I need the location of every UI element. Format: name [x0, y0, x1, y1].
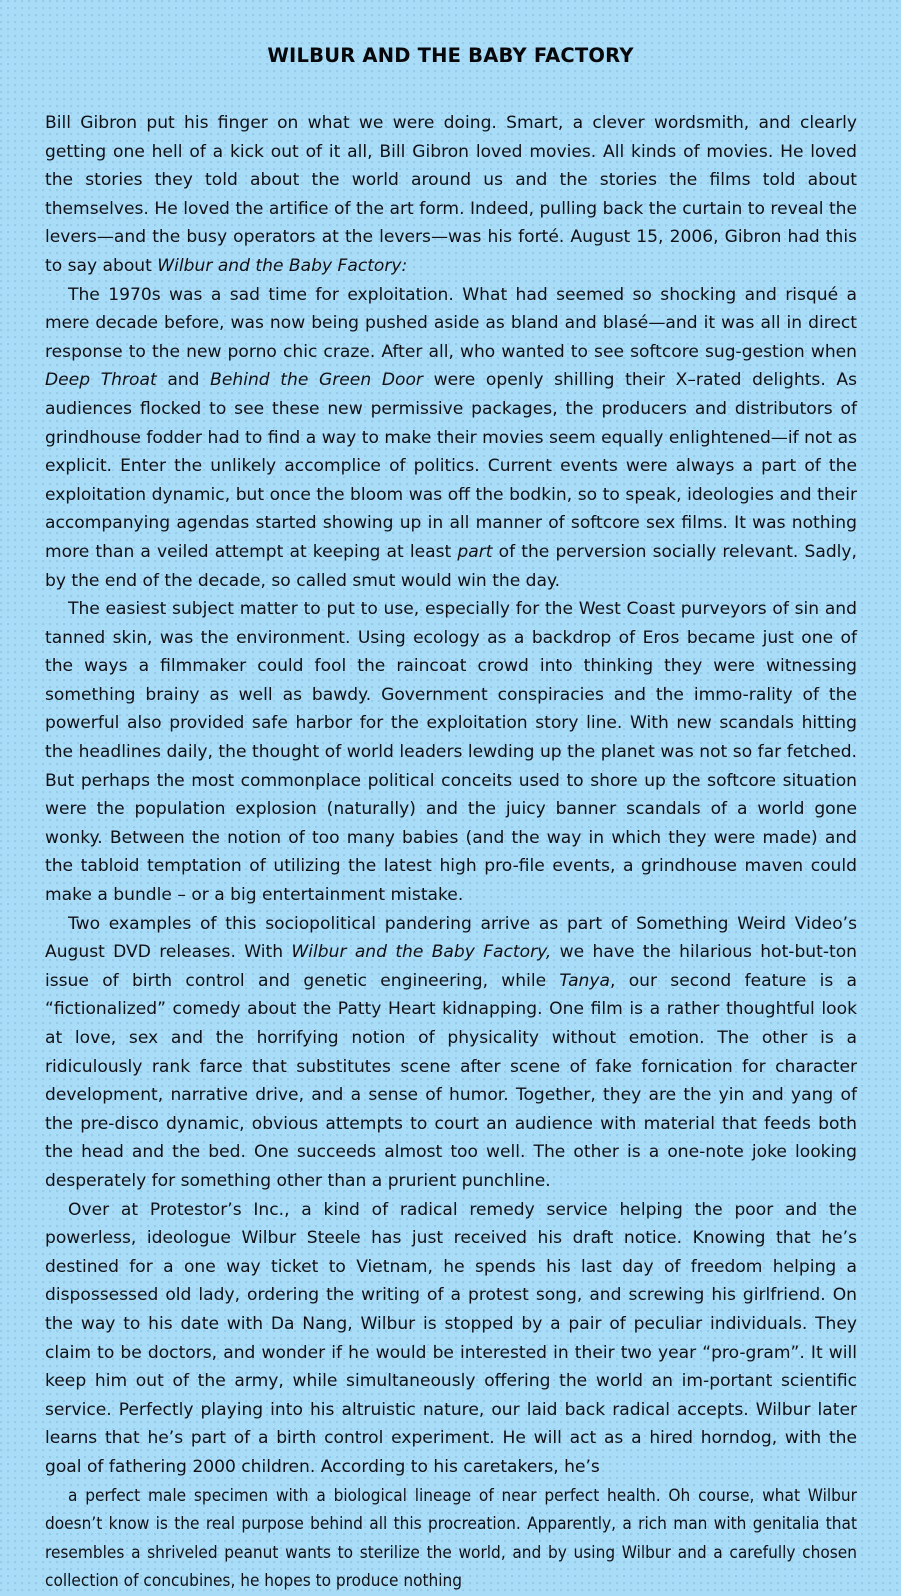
paragraph-protestors: [45, 1196, 857, 1482]
text-run: The easiest subject matter to put to use, especially for the West Coast purveyors of sin and tanned skin, was the environment. Using ecology as a backdrop of Eros became just one of the ways a filmmaker could fool the raincoat crowd into thinking they were witnessing something brainy as well as bawdy. Government conspiracies and the immo-rality of the powerful also provided safe harbor for the exploitation story line. With new scandals hitting the headlines daily, the thought of world leaders lewding up the planet was not so far fetched. But perhaps the most commonplace political conceits used to shore up the softcore situation were the population explosion (naturally) and the juicy banner scandals of a world gone wonky. Between the notion of too many babies (and the way in which they were made) and the tabloid temptation of utilizing the latest high pro-file events, a grindhouse maven could make a bundle – or a big entertainment mistake.: [45, 599, 857, 906]
italic-run: Deep Throat: [45, 370, 157, 391]
text-run: , our second feature is a “fictionalized” comedy about the Patty Heart kidnapping. One film is a rather thoughtful look at love, sex and the horrifying notion of physicality without emotion. The other is a ridiculously rank farce that substitutes scene after scene of fake fornication for character development, narrative drive, and a sense of humor. Together, they are the yin and yang of the pre-disco dynamic, obvious attempts to court an audience with material that feeds both the head and the bed. One succeeds almost too well. The other is a one-note joke looking desperately for something other than a prurient punchline.: [45, 970, 857, 1191]
text-run: were openly shilling their X–rated delights. As audiences flocked to see these new permissive packages, the producers and distributors of grindhouse fodder had to find a way to make their movies seem equally enlightened—if not as explicit. Enter the unlikely accomplice of politics. Current events were always a part of the exploitation dynamic, but once the bloom was off the bodkin, so to speak, ideologies and their accompanying agendas started showing up in all manner of softcore sex films. It was nothing more than a veiled attempt at keeping at least: [45, 370, 858, 562]
body-text-column: [0, 109, 901, 1596]
text-run: Over at Protestor’s Inc., a kind of radical remedy service helping the poor and the powerless, ideologue Wilbur Steele has just received his draft notice. Knowing that he’s destined for a one way ticket to Vietnam, he spends his last day of freedom helping a dispossessed old lady, ordering the writing of a protest song, and screwing his girlfriend. On the way to his date with Da Nang, Wilbur is stopped by a pair of peculiar individuals. They claim to be doctors, and wonder if he would be interested in their two year “pro-gram”. It will keep him out of the army, while simultaneously offering the world an im-portant scientific service. Perfectly playing into his altruistic nature, our laid back radical accepts. Wilbur later learns that he’s part of a birth control experiment. He will act as a hired horndog, with the goal of fathering 2000 children. According to his caretakers, he’s: [45, 1199, 857, 1477]
page-title: WILBUR AND THE BABY FACTORY: [267, 44, 634, 67]
text-run: of the perversion socially relevant. Sadly, by the end of the decade, so called smut would win the day.: [45, 541, 857, 591]
paragraph-intro: [45, 109, 857, 281]
text-run: Two examples of this sociopolitical pandering arrive as part of Something Weird Video’s August DVD releases. With: [45, 913, 857, 963]
text-run: and: [156, 370, 211, 391]
text-run: a perfect male specimen with a biological lineage of near perfect health. Oh course, what Wilbur doesn’t know is the real purpose behind all this procreation. Apparently, a rich man with genitalia that resembles a shriveled peanut wants to sterilize the world, and by using Wilbur and a carefully chosen collection of concubines, he hopes to produce nothing: [45, 1485, 857, 1592]
italic-run: part: [457, 541, 493, 562]
text-run: The 1970s was a sad time for exploitation. What had seemed so shocking and risqué a mere decade before, was now being pushed aside as bland and blasé—and it was all in direct response to the new porno chic craze. After all, who wanted to see softcore sug-gestion when: [45, 284, 857, 362]
paragraph-tail: [45, 1482, 857, 1596]
italic-run: Wilbur and the Baby Factory,: [291, 942, 552, 963]
text-run: Bill Gibron put his finger on what we were doing. Smart, a clever wordsmith, and clearly getting one hell of a kick out of it all, Bill Gibron loved movies. All kinds of movies. He loved the stories they told about the world around us and the stories the films told about themselves. He loved the artifice of the art form. Indeed, pulling back the curtain to reveal the levers—and the busy operators at the levers—was his forté. August 15, 2006, Gibron had this to say about: [45, 113, 857, 276]
paragraph-two-examples: [45, 910, 857, 1196]
paragraph-1970s: [45, 281, 857, 596]
italic-run: Tanya: [559, 970, 610, 991]
paragraph-easiest-subject: [45, 595, 857, 910]
italic-run: Behind the Green Door: [210, 370, 423, 391]
italic-run: Wilbur and the Baby Factory:: [157, 255, 408, 276]
text-run: we have the hilarious hot-but-ton issue of birth control and genetic engineering, while: [45, 942, 858, 991]
